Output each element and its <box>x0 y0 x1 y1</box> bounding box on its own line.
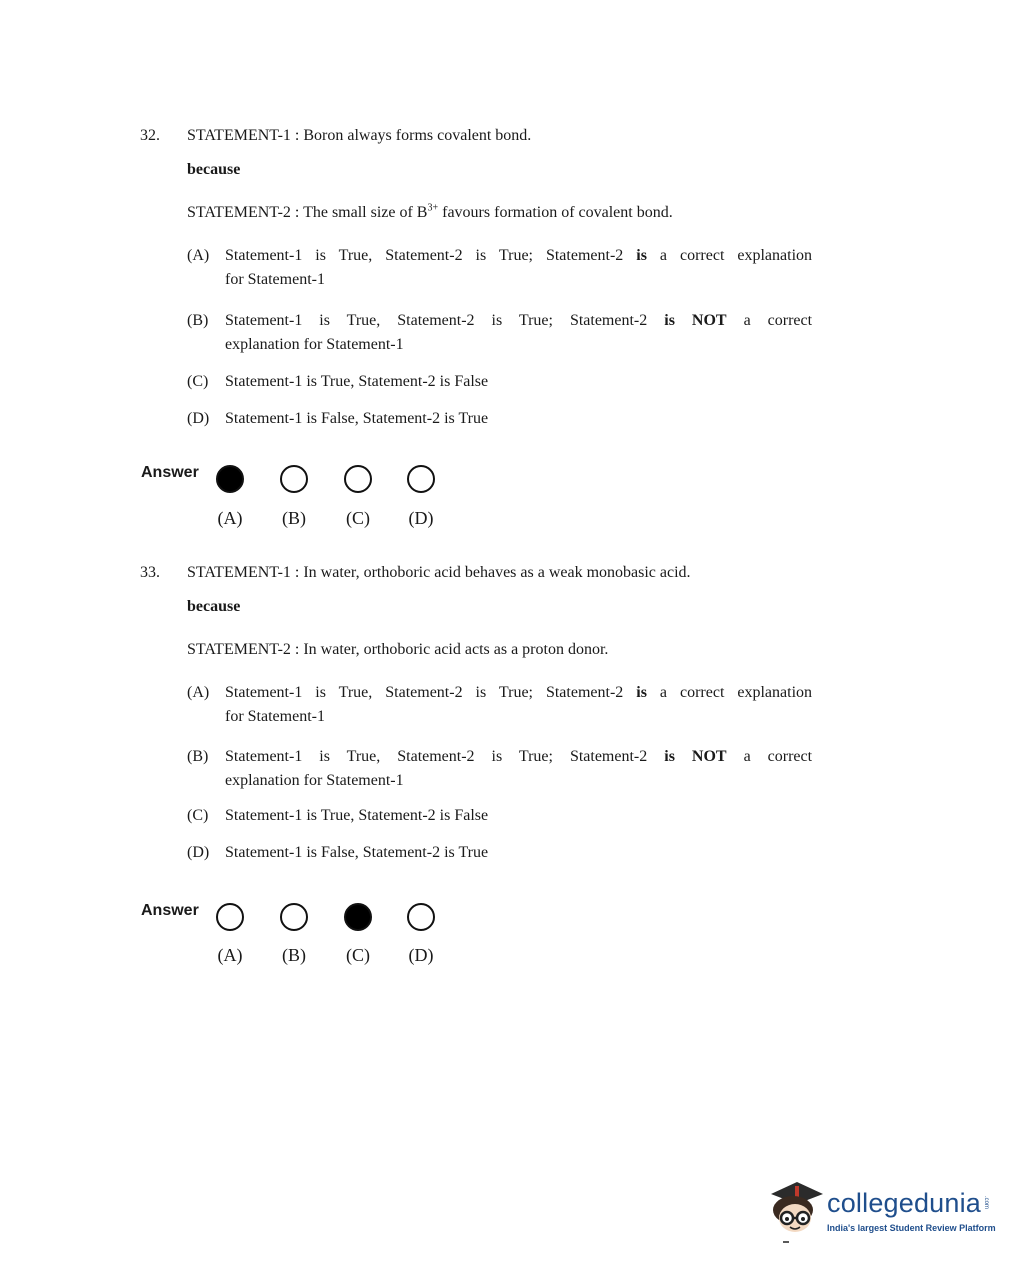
option-c <box>187 370 812 394</box>
option-text: Statement-1 is True, Statement-2 is False <box>225 373 489 390</box>
option-text-end: a correct <box>743 312 813 329</box>
option-text: Statement-1 is False, Statement-2 is True <box>225 844 489 861</box>
statement-2-text: STATEMENT-2 : The small size of B <box>187 204 428 221</box>
option-c <box>187 804 812 828</box>
option-text-line2: explanation for Statement-1 <box>225 336 404 353</box>
mascot-icon <box>765 1176 825 1246</box>
because-text: because <box>187 161 241 178</box>
option-text: Statement-1 is True, Statement-2 is False <box>225 807 489 824</box>
question-number: 32. <box>140 127 160 144</box>
logo-tagline: India's largest Student Review Platform <box>827 1223 996 1233</box>
bubble-label-a: (A) <box>217 508 243 528</box>
option-label: (D) <box>187 844 210 861</box>
option-label: (C) <box>187 807 209 824</box>
option-d <box>187 407 812 431</box>
answer-bubble-b[interactable] <box>280 465 308 493</box>
answer-bubble-d[interactable] <box>407 465 435 493</box>
statement-1: STATEMENT-1 : Boron always forms covalent bond. <box>187 127 532 144</box>
logo-com: .com <box>983 1196 989 1210</box>
option-text: Statement-1 is True, Statement-2 is True; Statement-2 <box>225 247 624 264</box>
answer-bubble-a[interactable] <box>216 465 244 493</box>
answer-bubble-d[interactable] <box>407 903 435 931</box>
option-a <box>187 681 812 729</box>
option-text-line2: explanation for Statement-1 <box>225 772 404 789</box>
option-text-end: a correct explanation <box>659 684 813 701</box>
logo-wordmark: collegedunia <box>827 1188 982 1218</box>
statement-2 <box>187 204 673 222</box>
answer-label: Answer <box>141 902 199 919</box>
statement-2-superscript: 3+ <box>427 202 439 214</box>
option-keyword: is NOT <box>664 312 727 329</box>
statement-1: STATEMENT-1 : In water, orthoboric acid behaves as a weak monobasic acid. <box>187 564 691 581</box>
answer-bubble-a[interactable] <box>216 903 244 931</box>
option-b <box>187 309 812 357</box>
option-keyword: is <box>636 684 647 701</box>
answer-bubble-c[interactable] <box>344 465 372 493</box>
answer-bubble-b[interactable] <box>280 903 308 931</box>
bubble-label-d: (D) <box>408 945 434 965</box>
option-text-end: a correct explanation <box>659 247 813 264</box>
option-text: Statement-1 is True, Statement-2 is True; Statement-2 <box>225 748 648 765</box>
bubble-label-a: (A) <box>217 945 243 965</box>
bubble-label-c: (C) <box>346 508 370 528</box>
answer-bubble-c[interactable] <box>344 903 372 931</box>
bubble-label-b: (B) <box>282 508 306 528</box>
option-label: (B) <box>187 312 209 329</box>
bubble-label-d: (D) <box>408 508 434 528</box>
option-text: Statement-1 is True, Statement-2 is True; Statement-2 <box>225 312 648 329</box>
option-text-line2: for Statement-1 <box>225 271 325 288</box>
bubble-label-c: (C) <box>346 945 370 965</box>
answer-label: Answer <box>141 464 199 481</box>
statement-2-text-end: favours formation of covalent bond. <box>438 204 673 221</box>
option-label: (A) <box>187 247 210 264</box>
option-keyword: is NOT <box>664 748 727 765</box>
option-label: (C) <box>187 373 209 390</box>
option-text-end: a correct <box>743 748 813 765</box>
statement-2: STATEMENT-2 : In water, orthoboric acid acts as a proton donor. <box>187 641 609 658</box>
option-text-line2: for Statement-1 <box>225 708 325 725</box>
bubble-label-b: (B) <box>282 945 306 965</box>
option-a <box>187 244 812 292</box>
question-number: 33. <box>140 564 160 581</box>
because-text: because <box>187 598 241 615</box>
option-label: (D) <box>187 410 210 427</box>
option-text: Statement-1 is True, Statement-2 is True; Statement-2 <box>225 684 624 701</box>
collegedunia-logo[interactable] <box>765 1176 995 1246</box>
option-label: (B) <box>187 748 209 765</box>
option-label: (A) <box>187 684 210 701</box>
option-d <box>187 841 812 865</box>
option-b <box>187 745 812 793</box>
option-text: Statement-1 is False, Statement-2 is True <box>225 410 489 427</box>
option-keyword: is <box>636 247 647 264</box>
